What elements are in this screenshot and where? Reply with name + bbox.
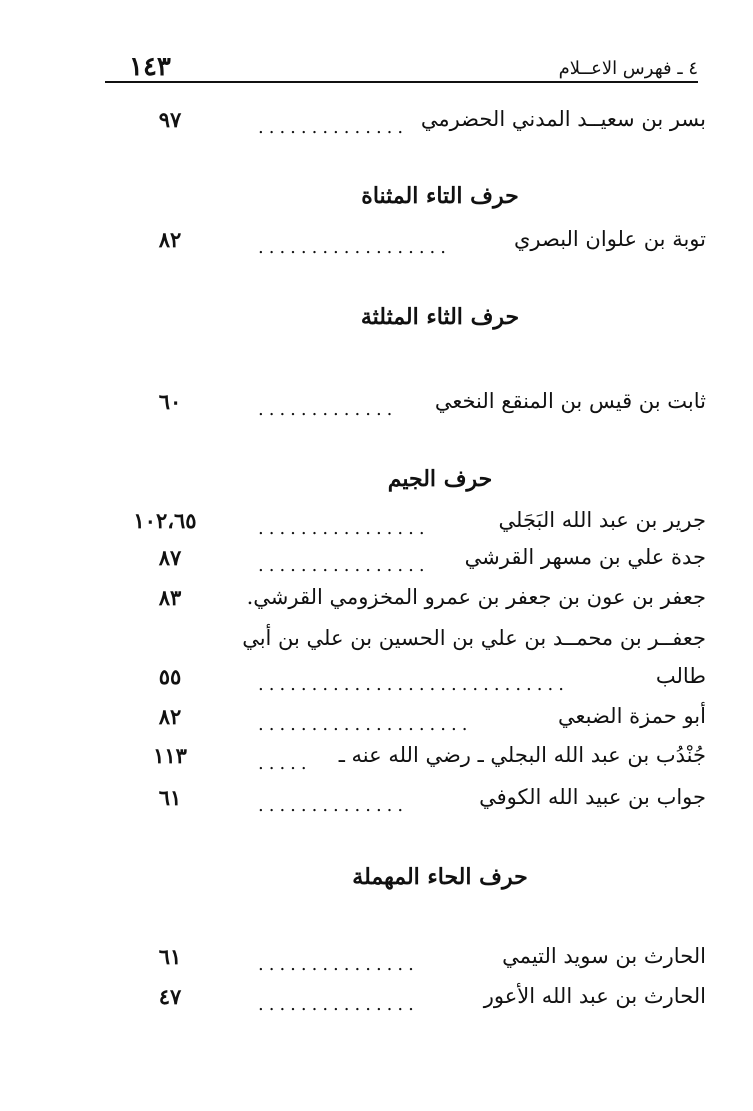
- index-entry: [120, 227, 706, 263]
- chapter-title: ٤ ـ فهرس الاعــلام: [558, 58, 698, 79]
- leader-dots: ..................: [258, 237, 451, 258]
- index-entry: [120, 984, 706, 1020]
- entry-name: جواب بن عبيد الله الكوفي: [479, 785, 706, 809]
- entry-page-number: ٦٠: [158, 389, 182, 414]
- index-entry: [120, 743, 706, 779]
- entry-name: جرير بن عبد الله البَجَلي: [498, 508, 706, 532]
- header-rule: [105, 81, 698, 83]
- leader-dots: .............: [258, 399, 398, 420]
- entry-page-number: ٨٣: [158, 585, 182, 610]
- section-heading-jim: حرف الجيم: [387, 466, 493, 492]
- leader-dots: ....................: [258, 714, 473, 735]
- entry-name: جدة علي بن مسهر القرشي: [464, 545, 706, 569]
- entry-name: أبو حمزة الضبعي: [557, 704, 706, 728]
- entry-name: جعفر بن عون بن جعفر بن عمرو المخزومي القرشي.: [246, 585, 706, 609]
- index-entry: [120, 704, 706, 740]
- entry-name: توبة بن علوان البصري: [513, 227, 706, 251]
- index-entry: [120, 626, 706, 662]
- section-heading-ha: حرف الحاء المهملة: [352, 864, 528, 890]
- section-heading-ta: حرف التاء المثناة: [361, 183, 519, 209]
- entry-page-number: ٨٧: [158, 545, 182, 570]
- entry-page-number: ٩٧: [158, 107, 182, 132]
- index-entry: [120, 585, 706, 621]
- index-entry: [120, 785, 706, 821]
- leader-dots: .....: [258, 753, 312, 774]
- running-head: [105, 52, 698, 84]
- leader-dots: ...............: [258, 954, 419, 975]
- leader-dots: ................: [258, 555, 430, 576]
- leader-dots: ................: [258, 518, 430, 539]
- index-entry: [120, 664, 706, 700]
- entry-name: طالب: [655, 664, 706, 688]
- page-number: ١٤٣: [129, 52, 171, 82]
- entry-page-number: ١٠٢،٦٥: [133, 508, 197, 533]
- entry-page-number: ٥٥: [158, 664, 182, 689]
- entry-page-number: ٨٢: [158, 704, 182, 729]
- entry-page-number: ٨٢: [158, 227, 182, 252]
- entry-name: بسر بن سعيــد المدني الحضرمي: [420, 107, 706, 131]
- entry-name: جعفــر بن محمــد بن علي بن الحسين بن علي بن أبي: [242, 626, 706, 650]
- entry-page-number: ١١٣: [153, 743, 187, 768]
- index-entry: [120, 944, 706, 980]
- index-entry: [120, 508, 706, 544]
- leader-dots: .............................: [258, 674, 569, 695]
- leader-dots: ..............: [258, 117, 409, 138]
- entry-name: ثابت بن قيس بن المنقع النخعي: [434, 389, 706, 413]
- entry-name: الحارث بن سويد التيمي: [502, 944, 706, 968]
- entry-name: جُنْدُب بن عبد الله البجلي ـ رضي الله عنه ـ: [338, 743, 706, 767]
- entry-page-number: ٦١: [158, 944, 182, 969]
- leader-dots: ..............: [258, 795, 409, 816]
- entry-page-number: ٤٧: [158, 984, 182, 1009]
- index-entry: [120, 545, 706, 581]
- index-entry: [120, 107, 706, 143]
- section-heading-tha: حرف الثاء المثلثة: [360, 304, 520, 330]
- index-entry: [120, 389, 706, 425]
- entry-page-number: ٦١: [158, 785, 182, 810]
- leader-dots: ...............: [258, 994, 419, 1015]
- entry-name: الحارث بن عبد الله الأعور: [483, 984, 706, 1008]
